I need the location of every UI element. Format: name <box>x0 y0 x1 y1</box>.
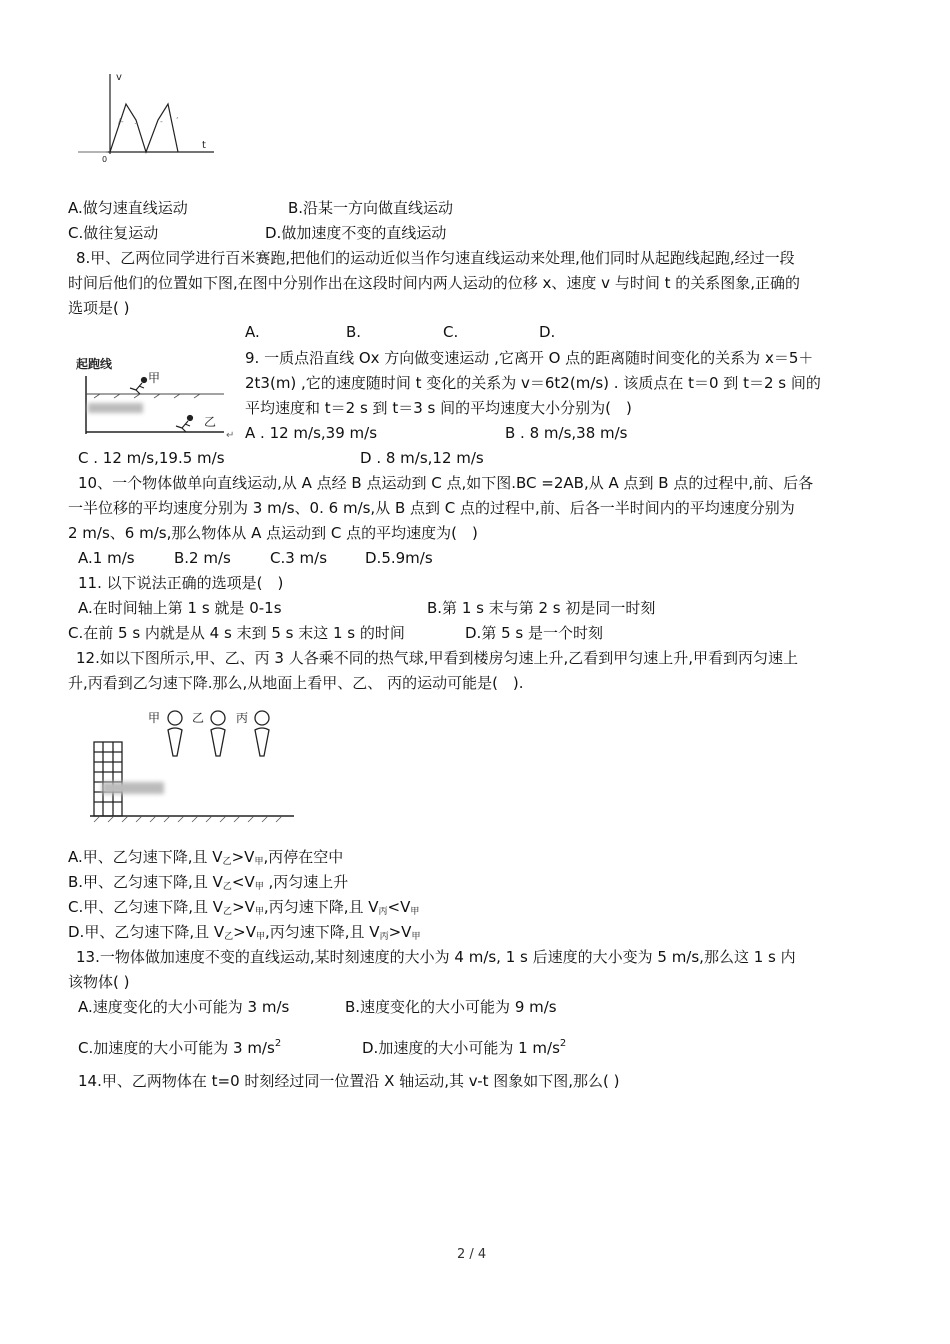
q12-option-a: A.甲、乙匀速下降,且 $V_乙>V_甲$,丙停在空中 <box>68 848 344 867</box>
svg-text:-: - <box>160 117 163 126</box>
page-number: 2 / 4 <box>457 1247 487 1262</box>
svg-text:起跑线: 起跑线 <box>76 357 113 371</box>
q9-option-a: A . 12 m/s,39 m/s <box>245 424 378 442</box>
q8-race-figure <box>74 350 239 442</box>
q13-option-b: B.速度变化的大小可能为 9 m/s <box>345 998 557 1016</box>
q14-stem: 14.甲、乙两物体在 t=0 时刻经过同一位置沿 X 轴运动,其 v-t 图象如下图,那么( ) <box>78 1072 620 1090</box>
q9-option-b: B . 8 m/s,38 m/s <box>505 424 628 442</box>
svg-text:丙: 丙 <box>236 711 249 725</box>
svg-text:甲: 甲 <box>148 711 161 725</box>
q10-option-c: C.3 m/s <box>270 549 328 567</box>
svg-text:v: v <box>116 72 122 83</box>
q12-option-d: D.甲、乙匀速下降,且 $V_乙>V_甲$,丙匀速下降,且 $V_丙>V_甲$ <box>68 923 421 942</box>
q8-stem-line1: 8.甲、乙两位同学进行百米赛跑,把他们的运动近似当作匀速直线运动来处理,他们同时从起跑线起跑,经过一段 <box>76 249 795 267</box>
q13-option-a: A.速度变化的大小可能为 3 m/s <box>78 998 290 1016</box>
svg-text:0: 0 <box>102 155 108 164</box>
svg-text:.: . <box>134 117 137 126</box>
svg-text:乙: 乙 <box>204 415 217 429</box>
q8-choice-d: D. <box>539 323 556 341</box>
q10-stem-line2: 一半位移的平均速度分别为 3 m/s、0. 6 m/s,从 B 点到 C 点的过程中,前、后各一半时间内的平均速度分别为 <box>68 499 795 517</box>
q7-option-b: B.沿某一方向做直线运动 <box>288 199 454 217</box>
q12-option-b: B.甲、乙匀速下降,且 $V_乙<V_甲$ ,丙匀速上升 <box>68 873 349 892</box>
q8-stem-line3: 选项是( ) <box>68 299 130 317</box>
q9-stem-line2: 2t3(m) ,它的速度随时间 t 变化的关系为 v＝6t2(m/s) . 该质点在 t＝0 到 t＝2 s 间的 <box>245 374 821 392</box>
svg-text:↵: ↵ <box>226 430 235 441</box>
q13-stem-line1: 13.一物体做加速度不变的直线运动,某时刻速度的大小为 4 m/s, 1 s 后速度的大小变为 5 m/s,那么这 1 s 内 <box>76 948 796 966</box>
q13-option-d: D.加速度的大小可能为 1 $m/s^2$ <box>362 1038 567 1057</box>
q7-option-c: C.做往复运动 <box>68 224 159 242</box>
q11-option-a: A.在时间轴上第 1 s 就是 0-1s <box>78 599 282 617</box>
svg-text:,: , <box>176 111 179 120</box>
q12-option-c: C.甲、乙匀速下降,且 $V_乙>V_甲$,丙匀速下降,且 $V_丙<V_甲$ <box>68 898 420 917</box>
q10-option-d: D.5.9m/s <box>365 549 433 567</box>
q13-stem-line2: 该物体( ) <box>68 973 130 991</box>
svg-text:甲: 甲 <box>148 371 161 385</box>
q10-option-b: B.2 m/s <box>174 549 231 567</box>
q9-option-c: C . 12 m/s,19.5 m/s <box>78 449 225 467</box>
q10-stem-line3: 2 m/s、6 m/s,那么物体从 A 点运动到 C 点的平均速度为( ) <box>68 524 478 542</box>
svg-text:t: t <box>202 140 206 151</box>
q9-stem-line1: 9. 一质点沿直线 Ox 方向做变速运动 ,它离开 O 点的距离随时间变化的关系为 x＝5＋ <box>245 349 814 367</box>
q12-stem-line1: 12.如以下图所示,甲、乙、丙 3 人各乘不同的热气球,甲看到楼房匀速上升,乙看到甲匀速上升,甲看到丙匀速上 <box>76 649 799 667</box>
q12-balloon-figure <box>88 702 298 828</box>
q11-option-b: B.第 1 s 末与第 2 s 初是同一时刻 <box>427 599 656 617</box>
q8-choice-c: C. <box>443 323 459 341</box>
q7-vt-graph <box>74 68 224 168</box>
q8-stem-line2: 时间后他们的位置如下图,在图中分别作出在这段时间内两人运动的位移 x、速度 v 与时间 t 的关系图象,正确的 <box>68 274 801 292</box>
svg-text:乙: 乙 <box>192 711 205 725</box>
q10-stem-line1: 10、一个物体做单向直线运动,从 A 点经 B 点运动到 C 点,如下图.BC =2AB,从 A 点到 B 点的过程中,前、后各 <box>78 474 814 492</box>
q8-choice-a: A. <box>245 323 260 341</box>
q7-option-a: A.做匀速直线运动 <box>68 199 188 217</box>
q7-option-d: D.做加速度不变的直线运动 <box>265 224 447 242</box>
q12-stem-line2: 升,丙看到乙匀速下降.那么,从地面上看甲、乙、 丙的运动可能是( ). <box>68 674 524 692</box>
q13-option-c: C.加速度的大小可能为 3 $m/s^2$ <box>78 1038 282 1057</box>
q8-choice-b: B. <box>346 323 362 341</box>
q11-stem: 11. 以下说法正确的选项是( ) <box>78 574 284 592</box>
q11-option-d: D.第 5 s 是一个时刻 <box>465 624 603 642</box>
q11-option-c: C.在前 5 s 内就是从 4 s 末到 5 s 末这 1 s 的时间 <box>68 624 405 642</box>
q9-option-d: D . 8 m/s,12 m/s <box>360 449 484 467</box>
svg-text:/-: /- <box>118 117 124 126</box>
q9-stem-line3: 平均速度和 t＝2 s 到 t＝3 s 间的平均速度大小分别为( ) <box>245 399 632 417</box>
q10-option-a: A.1 m/s <box>78 549 135 567</box>
